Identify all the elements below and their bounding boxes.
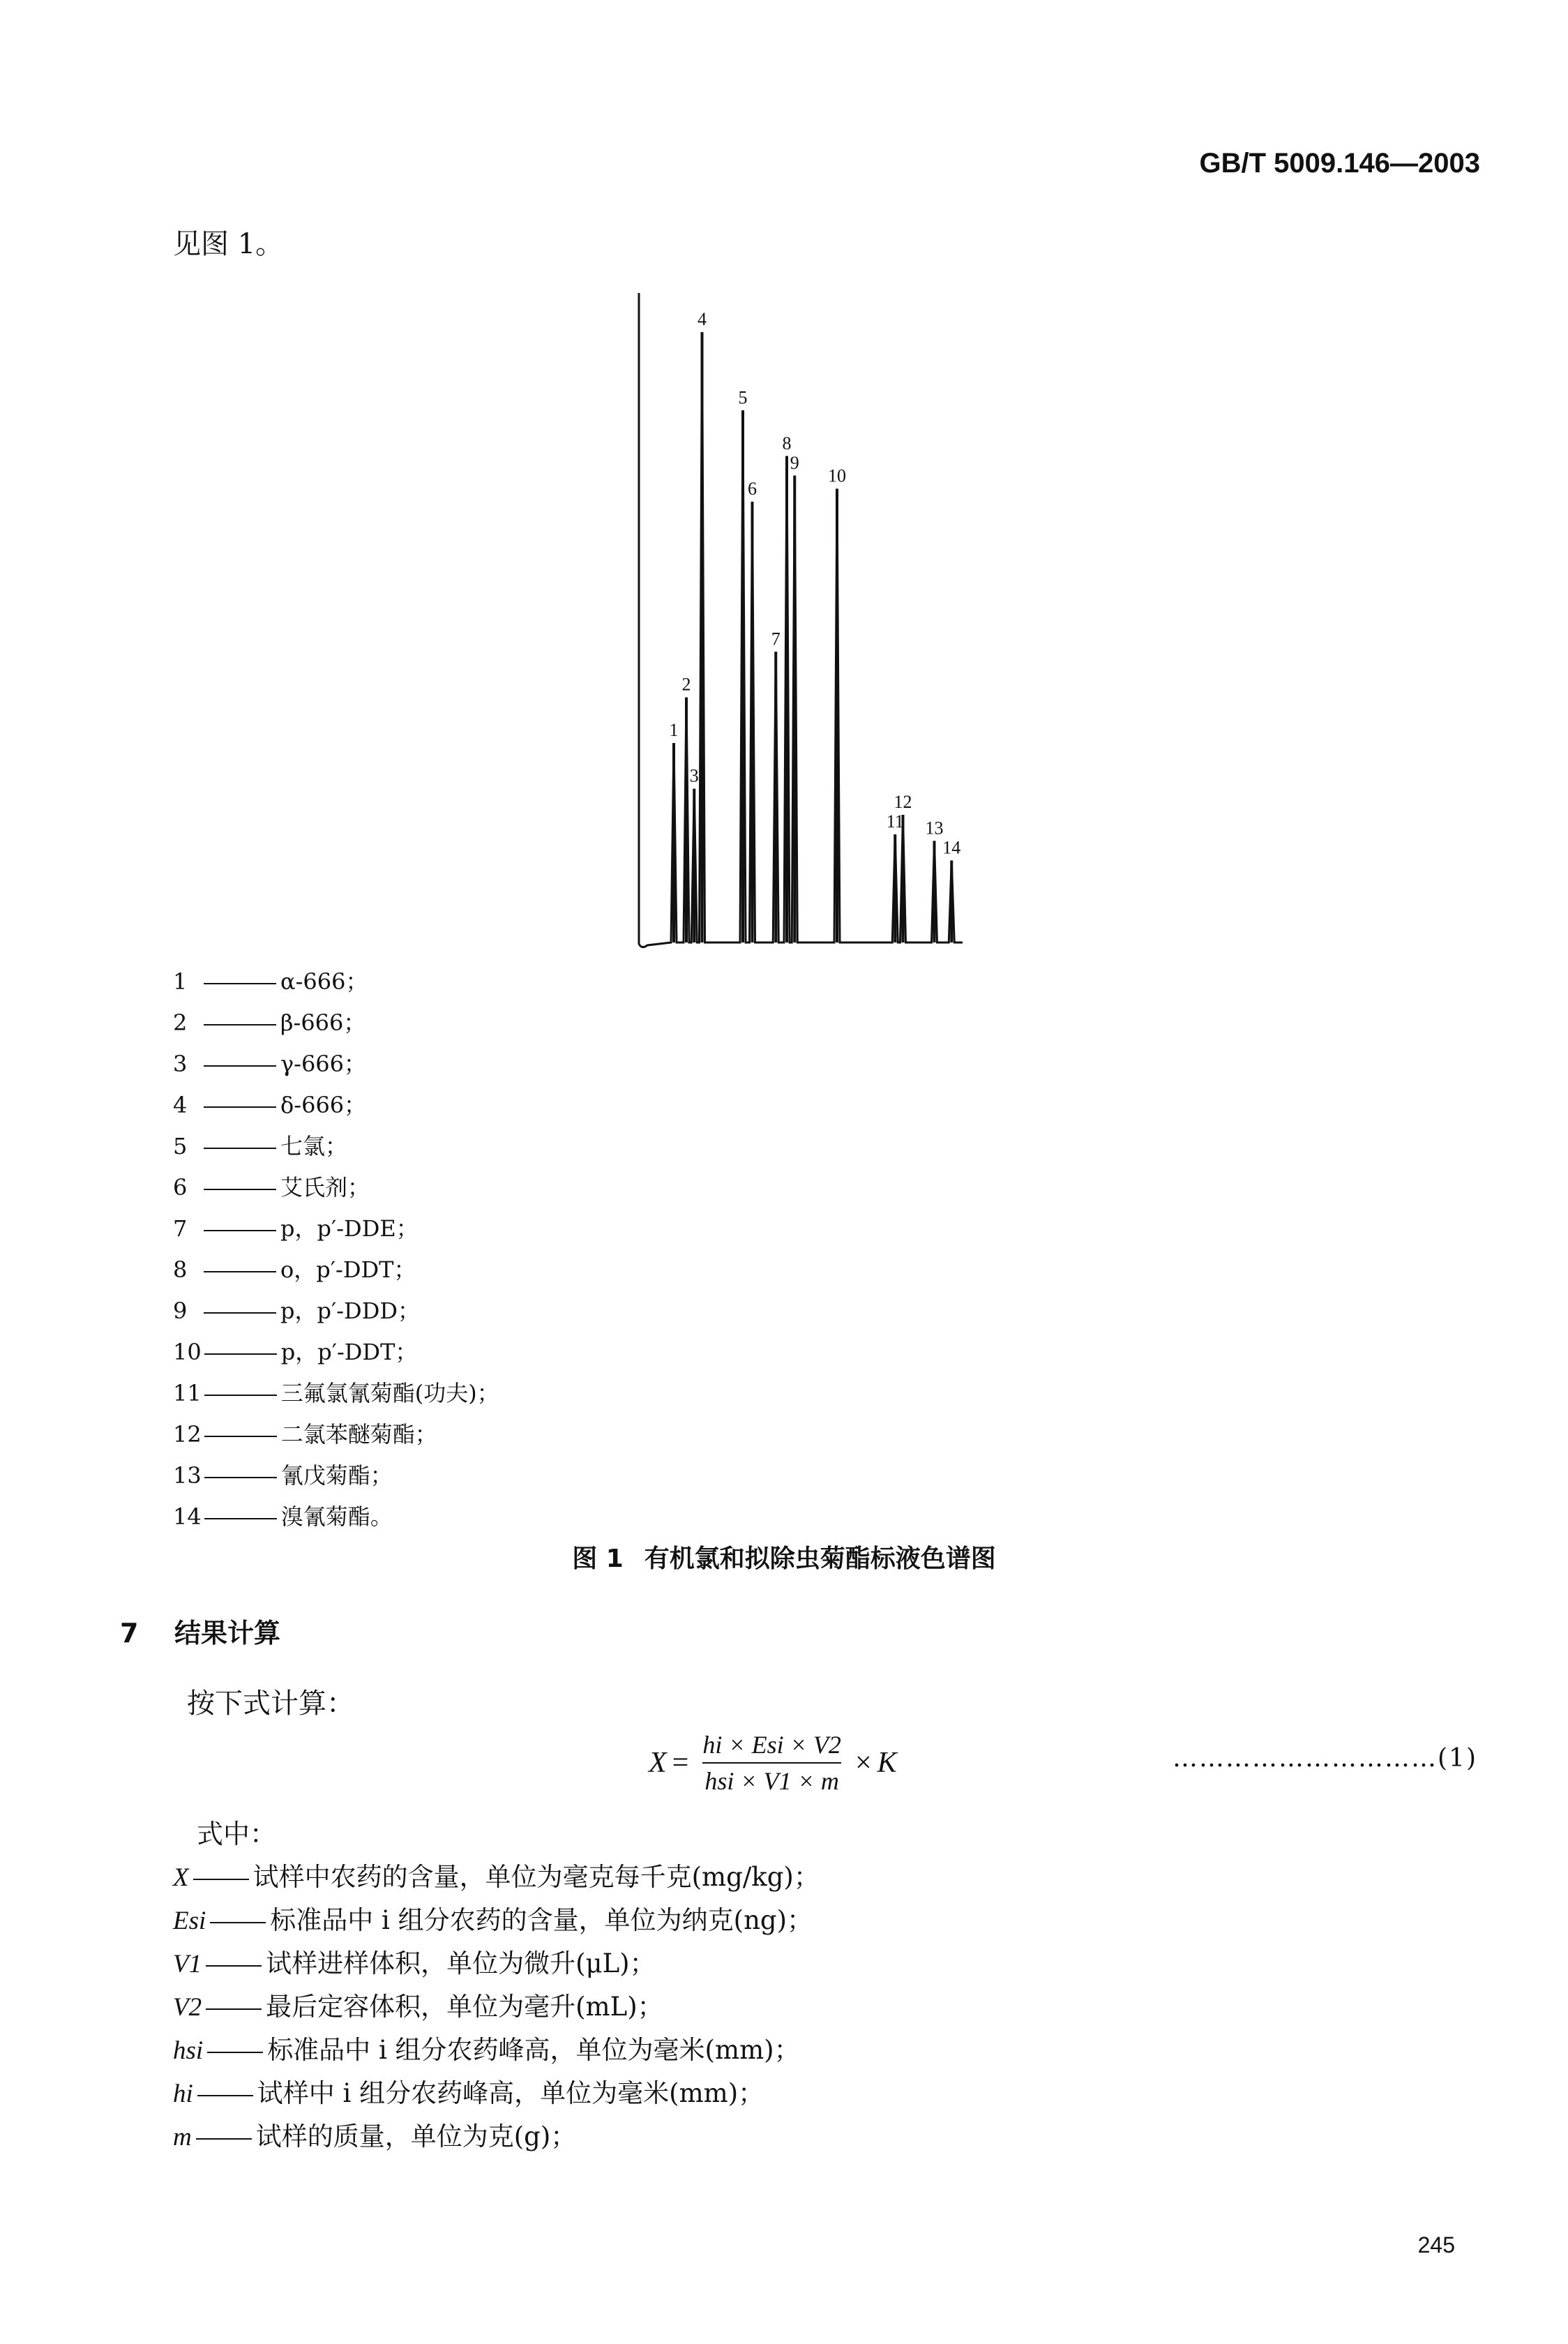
formula-times: × <box>854 1747 872 1779</box>
equation-label: (1) <box>1438 1744 1477 1773</box>
equation-leader: ………………………… <box>1173 1744 1438 1773</box>
peak-label-1: 1 <box>669 720 679 741</box>
peak-label-5: 5 <box>738 387 748 408</box>
legend-item: 10 p，p′-DDT； <box>173 1339 418 1365</box>
legend-item: 2 β-666； <box>173 1009 366 1036</box>
legend-item: 13 氰戊菊酯； <box>173 1462 393 1489</box>
figure-number: 图 1 <box>572 1545 624 1573</box>
legend-item: 11 三氟氯氰菊酯(功夫)； <box>173 1380 499 1406</box>
section-number: 7 <box>120 1618 139 1648</box>
formula-factor: K <box>877 1747 897 1779</box>
legend-item: 1 α-666； <box>173 968 368 995</box>
definition-item: hsi 标准品中 i 组分农药峰高，单位为毫米(mm)； <box>173 2035 800 2065</box>
formula-fraction <box>702 1730 841 1796</box>
legend-item: 12 二氯苯醚菊酯； <box>173 1421 437 1448</box>
section-heading <box>120 1612 280 1650</box>
formula-lhs: X <box>649 1747 667 1779</box>
section-title: 结果计算 <box>174 1618 281 1648</box>
definition-item: V2 最后定容体积，单位为毫升(mL)； <box>173 1992 663 2022</box>
legend-item: 3 γ-666； <box>173 1051 367 1077</box>
peak-label-10: 10 <box>828 465 846 486</box>
intro-text: 见图 1。 <box>173 228 284 260</box>
formula-equals: = <box>672 1747 689 1779</box>
definition-item: hi 试样中 i 组分农药峰高，单位为毫米(mm)； <box>173 2078 764 2108</box>
legend-item: 14 溴氰菊酯。 <box>173 1503 393 1530</box>
peak-label-11: 11 <box>886 811 904 832</box>
peak-label-12: 12 <box>894 792 912 812</box>
peak-label-14: 14 <box>942 837 961 858</box>
peak-legend <box>173 961 499 1538</box>
peak-label-8: 8 <box>782 433 792 453</box>
definition-item: m 试样的质量，单位为克(g)； <box>173 2121 577 2151</box>
peak-label-6: 6 <box>748 479 757 499</box>
peak-label-2: 2 <box>681 674 691 695</box>
legend-item: 6 艾氏剂； <box>173 1174 370 1201</box>
formula-numerator: hi × Esi × V2 <box>702 1731 841 1759</box>
legend-item: 8 o，p′-DDT； <box>173 1256 416 1283</box>
formula-denominator: hsi × V1 × m <box>704 1767 839 1795</box>
figure-caption <box>0 1539 1568 1575</box>
definition-item: X 试样中农药的含量，单位为毫克每千克(mg/kg)； <box>173 1862 820 1892</box>
peak-label-9: 9 <box>790 452 799 473</box>
legend-item: 5 七氯； <box>173 1133 348 1159</box>
peak-label-4: 4 <box>698 309 707 330</box>
peak-label-7: 7 <box>771 629 781 649</box>
standard-number: GB/T 5009.146—2003 <box>1199 148 1480 179</box>
equation-number <box>1173 1744 1477 1773</box>
legend-item: 7 p，p′-DDE； <box>173 1215 419 1242</box>
peak-label-3: 3 <box>689 765 699 786</box>
chromatogram-chart <box>628 279 990 970</box>
where-label: 式中： <box>197 1819 277 1849</box>
page-number: 245 <box>1417 2232 1455 2257</box>
definition-item: V1 试样进样体积，单位为微升(μL)； <box>173 1948 656 1978</box>
definition-item: Esi 标准品中 i 组分农药的含量，单位为纳克(ng)； <box>173 1905 813 1935</box>
variable-definitions <box>173 1856 820 2158</box>
result-formula <box>649 1730 897 1796</box>
calculation-intro: 按下式计算： <box>187 1688 354 1720</box>
legend-item: 9 p，p′-DDD； <box>173 1298 421 1324</box>
figure-title: 有机氯和拟除虫菊酯标液色谱图 <box>644 1545 996 1573</box>
peak-label-13: 13 <box>925 818 944 839</box>
legend-item: 4 δ-666； <box>173 1092 367 1118</box>
